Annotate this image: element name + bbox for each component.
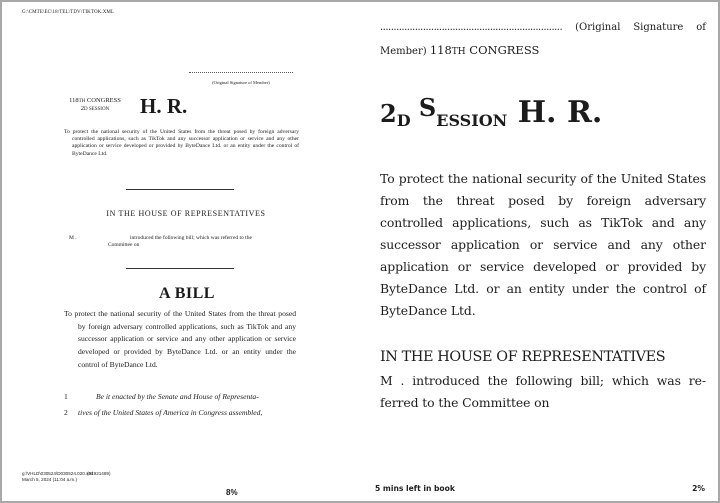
session-label: 2D SESSION — [80, 105, 110, 112]
reflow-introduction: M . introduced the following bill; which was referred to the Committee on — [380, 373, 706, 410]
reflow-text-view[interactable] — [380, 2, 706, 503]
pdf-page-view[interactable] — [2, 2, 362, 503]
enacting-clause-line-2: 2 tives of the United States of America in Congress assembled, — [64, 408, 263, 417]
bill-type-heading: H. R. — [140, 94, 188, 118]
bill-short-title: To protect the national security of the United States from the threat posed by foreign adversary controlled applications, such as TikTok and any successor application or service and any other application or service developed or provided by ByteDance Ltd. or an entity under the control of ByteDance Ltd. — [64, 129, 299, 157]
reflow-signature-line: .................................................................... (Original Signature of Member) 118TH CONGRESS — [380, 22, 706, 57]
reading-progress-percent: 2% — [692, 484, 705, 493]
reflow-session-heading: $2_D$ $S_{ESSION}$ H. R. — [380, 93, 603, 130]
footer-date: March 5, 2024 (11:04 a.m.) — [22, 476, 78, 482]
introduction-committee: Committee on — [108, 242, 140, 248]
reflow-congress-label: 118TH CONGRESS — [429, 43, 540, 57]
reflow-bill-purpose: To protect the national security of the United States from the threat posed by foreign adversary controlled applications, such as TikTok and any successor application or service and any other application or service developed or provided by ByteDance Ltd. or an entity under the control of ByteDance Ltd. — [380, 171, 706, 318]
congress-label: 118TH CONGRESS — [69, 97, 121, 104]
introduction-line: M . introduced the following bill; which was referred to the — [69, 235, 252, 241]
bill-long-title: To protect the national security of the United States from the threat posed by foreign adversary controlled applications, such as TikTok and any successor application or service and any other application or service developed or provided by ByteDance Ltd. or an entity under the control of ByteDance Ltd. — [64, 309, 296, 369]
a-bill-heading: A BILL — [159, 285, 215, 302]
divider — [126, 268, 234, 269]
signature-caption: (Original Signature of Member) — [212, 80, 270, 85]
reflow-house-heading: IN THE HOUSE OF REPRESENTATIVES — [380, 349, 666, 365]
pdf-footer — [22, 471, 111, 482]
time-left-indicator: 5 mins left in book — [375, 484, 455, 493]
house-heading: IN THE HOUSE OF REPRESENTATIVES — [106, 209, 266, 218]
divider — [126, 189, 234, 190]
file-path-header: G:\CMTE\EC\18\TEL\TDV\TIKTOK.XML — [22, 10, 115, 15]
page-progress-percent: 8% — [226, 488, 238, 497]
signature-line — [189, 72, 293, 73]
footer-path: g:\VHLD\030524\D030524.020.xml — [22, 471, 94, 476]
enacting-clause-line-1: 1 Be it enacted by the Senate and House of Representa- — [64, 392, 259, 401]
congress-session-label — [60, 97, 130, 113]
footer-code: (91921489) — [87, 471, 111, 476]
